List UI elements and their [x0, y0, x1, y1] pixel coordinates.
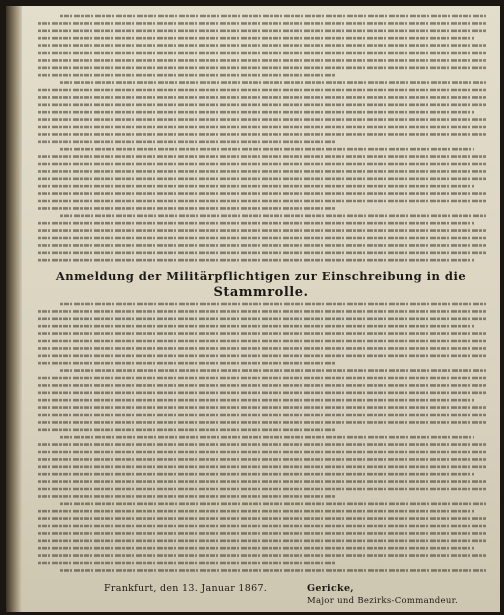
printed-leaf	[22, 6, 500, 612]
binding-gutter	[6, 6, 22, 612]
signatory-title: Major und Bezirks-Commandeur.	[307, 596, 459, 606]
ordinance-heading-continued: Stammrolle.	[213, 285, 309, 300]
illegible-body-text	[22, 6, 500, 612]
signatory-name: Gericke,	[307, 583, 354, 594]
place-and-date: Frankfurt, den 13. Januar 1867.	[104, 583, 268, 594]
ordinance-heading: Anmeldung der Militärpflichtigen zur Einschreibung in die	[55, 269, 467, 283]
document-page	[6, 6, 500, 612]
